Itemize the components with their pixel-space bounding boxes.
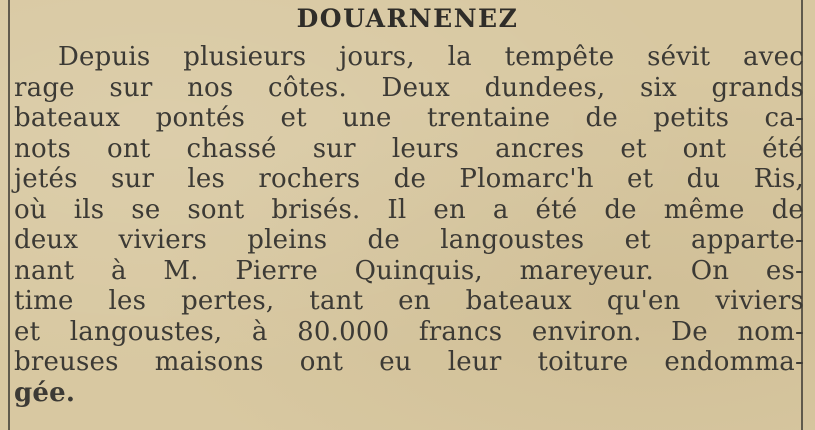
- article-title: DOUARNENEZ: [296, 4, 519, 33]
- article-line: et langoustes, à 80.000 francs environ. De nom-: [14, 316, 804, 347]
- article-line: time les pertes, tant en bateaux qu'en viviers: [14, 286, 804, 316]
- article-line: nots ont chassé sur leurs ancres et ont été: [14, 133, 804, 164]
- column-rule-left: [8, 0, 10, 430]
- article-line: Depuis plusieurs jours, la tempête sévit avec: [58, 42, 804, 72]
- article-line: rage sur nos côtes. Deux dundees, six grands: [14, 72, 804, 103]
- article-line: breuses maisons ont eu leur toiture endomma-: [14, 347, 804, 377]
- article-body: [14, 42, 804, 408]
- article-line: gée.: [14, 377, 76, 408]
- article-line: bateaux pontés et une trentaine de petits ca-: [14, 103, 804, 133]
- article-line: deux viviers pleins de langoustes et apparte-: [14, 225, 804, 255]
- article-line: nant à M. Pierre Quinquis, mareyeur. On es-: [14, 255, 804, 286]
- article-line: où ils se sont brisés. Il en a été de même de: [14, 194, 804, 225]
- article-line: jetés sur les rochers de Plomarc'h et du Ris,: [14, 164, 804, 194]
